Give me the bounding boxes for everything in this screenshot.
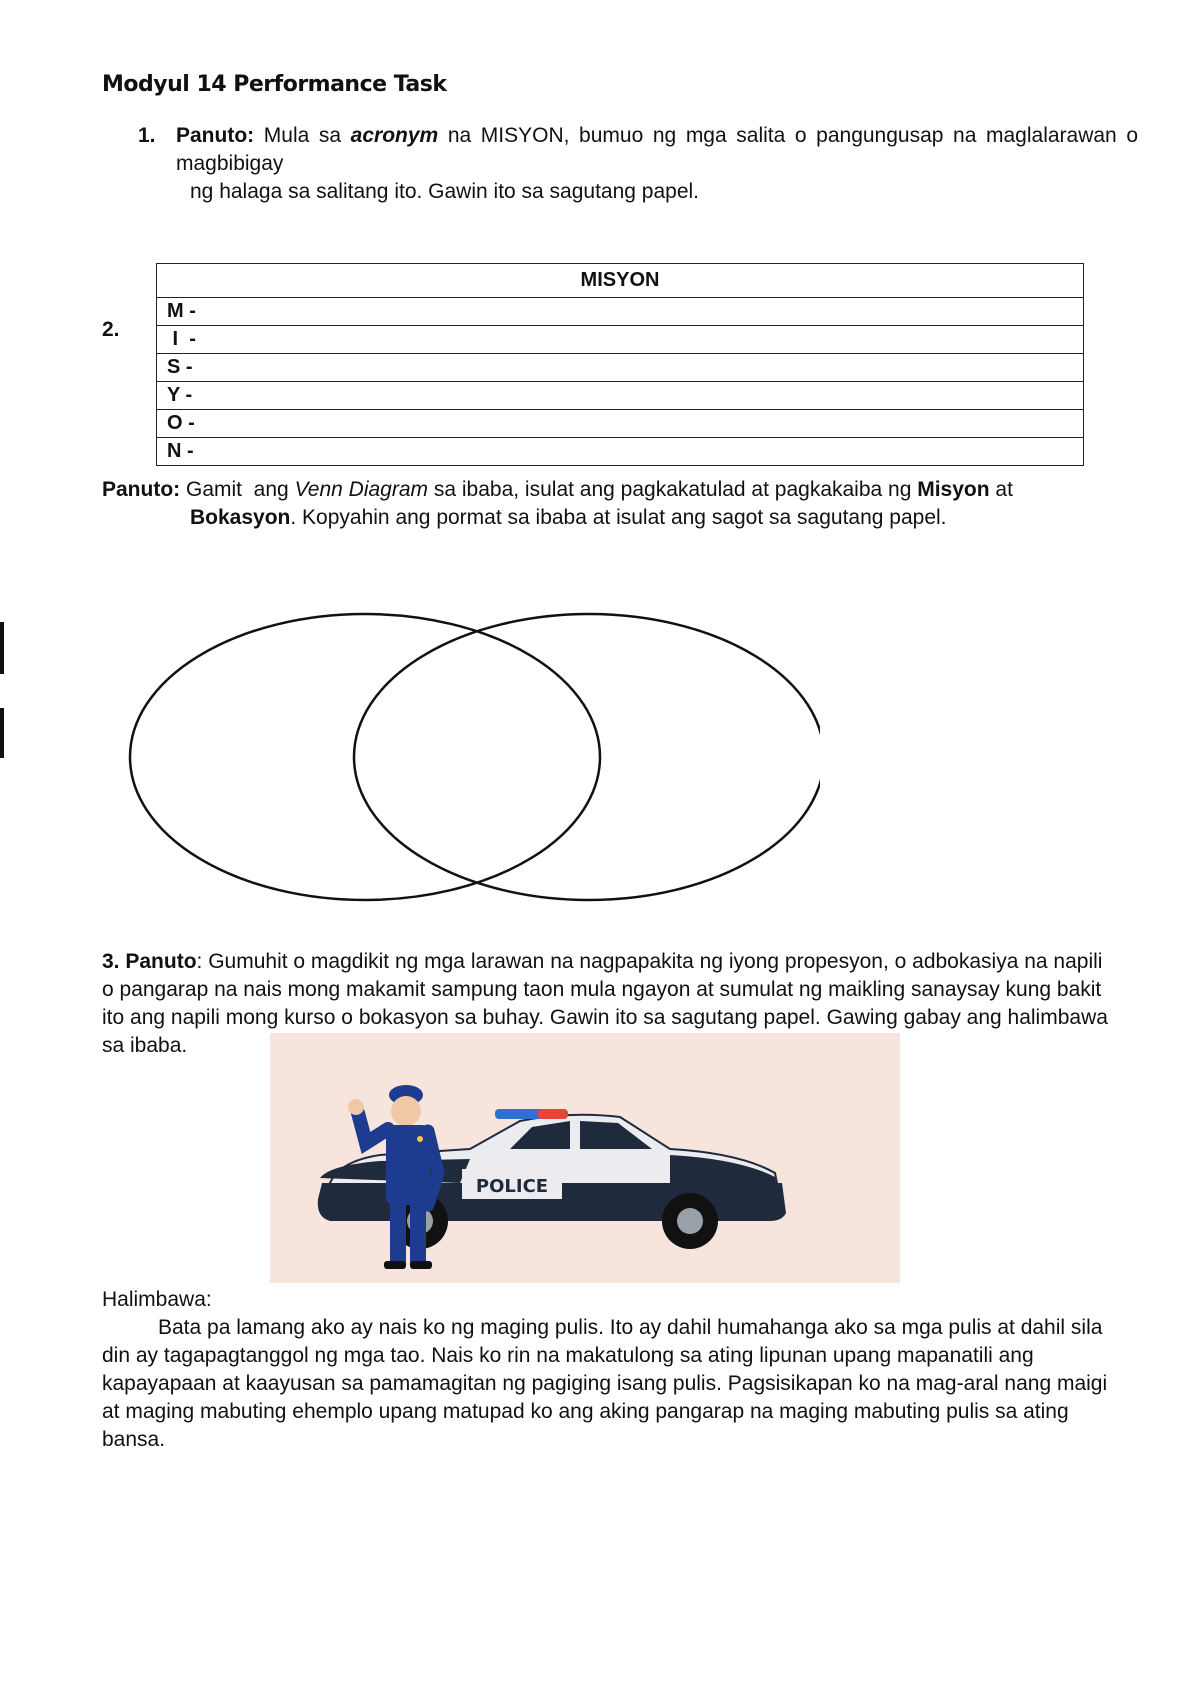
item-1-number: 1. xyxy=(138,124,156,147)
example-section xyxy=(102,1286,1122,1454)
venn-instruction-line-2 xyxy=(102,504,1102,532)
venn-instruction-text-c: at xyxy=(989,478,1013,501)
venn-instruction-label: Panuto: xyxy=(102,478,181,501)
venn-right-circle xyxy=(354,614,820,900)
misyon-row-s: S - xyxy=(157,354,1084,382)
venn-diagram xyxy=(120,610,820,910)
item-1-text-a: Mula sa xyxy=(263,124,342,147)
misyon-row-o: O - xyxy=(157,410,1084,438)
car-label: POLICE xyxy=(475,1176,549,1197)
item-3-text: : Gumuhit o magdikit ng mga larawan na nagpapakita ng iyong propesyon, o adbokasiya na napili o pangarap na nais mong makamit sampung taon mula ngayon at sumulat ng maikling sanaysay kung bakit ito ang napili mong kurso o bokasyon sa buhay. Gawin ito sa sagutang papel. Gawing gabay ang halimbawa sa ibaba. xyxy=(102,950,1108,1057)
edge-mark-1 xyxy=(0,622,4,674)
item-1-acronym: acronym xyxy=(350,124,439,147)
example-text: Bata pa lamang ako ay nais ko ng maging pulis. Ito ay dahil humahanga ako sa mga pulis at dahil sila din ay tagapagtanggol ng mga tao. Nais ko rin na makatulong sa ating lipunan upang mapanatili ang kapayapaan at kaayusan sa pamamagitan ng pagiging isang pulis. Pagsisikapan ko na mag-aral nang maigi at maging mabuting ehemplo upang matupad ko ang aking pangarap na maging mabuting pulis sa ating bansa. xyxy=(102,1316,1108,1451)
venn-instruction-text-a: Gamit ang xyxy=(180,478,289,501)
item-1-text-b: na MISYON, bumuo ng mga salita o pangungusap na maglalarawan o magbibigay xyxy=(176,124,1139,175)
police-illustration xyxy=(270,1033,900,1283)
venn-left-circle xyxy=(130,614,600,900)
edge-mark-2 xyxy=(0,708,4,758)
venn-instruction-line-1 xyxy=(102,476,1102,504)
misyon-row-n: N - xyxy=(157,438,1084,466)
venn-instruction xyxy=(102,476,1102,532)
venn-instruction-text-b: sa ibaba, isulat ang pagkakatulad at pagkakaiba ng xyxy=(428,478,912,501)
misyon-row-i: I - xyxy=(157,326,1084,354)
misyon-row-y: Y - xyxy=(157,382,1084,410)
page-title: Modyul 14 Performance Task xyxy=(102,72,447,97)
venn-instruction-text-d: . Kopyahin ang pormat sa ibaba at isulat ang sagot sa sagutang papel. xyxy=(290,506,947,529)
item-1-text-c: ng halaga sa salitang ito. Gawin ito sa sagutang papel. xyxy=(190,180,700,203)
misyon-table-header: MISYON xyxy=(157,264,1084,298)
example-paragraph xyxy=(102,1314,1122,1454)
example-label: Halimbawa: xyxy=(102,1288,212,1311)
item-2-number: 2. xyxy=(102,318,120,341)
item-1-instruction xyxy=(176,122,1138,178)
venn-term: Venn Diagram xyxy=(294,478,429,501)
misyon-term: Misyon xyxy=(917,478,990,501)
item-3-label: Panuto xyxy=(125,950,197,973)
bokasyon-term: Bokasyon xyxy=(190,506,291,529)
misyon-table xyxy=(156,263,1084,466)
item-3-number: 3. xyxy=(102,950,120,973)
misyon-row-m: M - xyxy=(157,298,1084,326)
item-1-label: Panuto: xyxy=(176,124,255,147)
